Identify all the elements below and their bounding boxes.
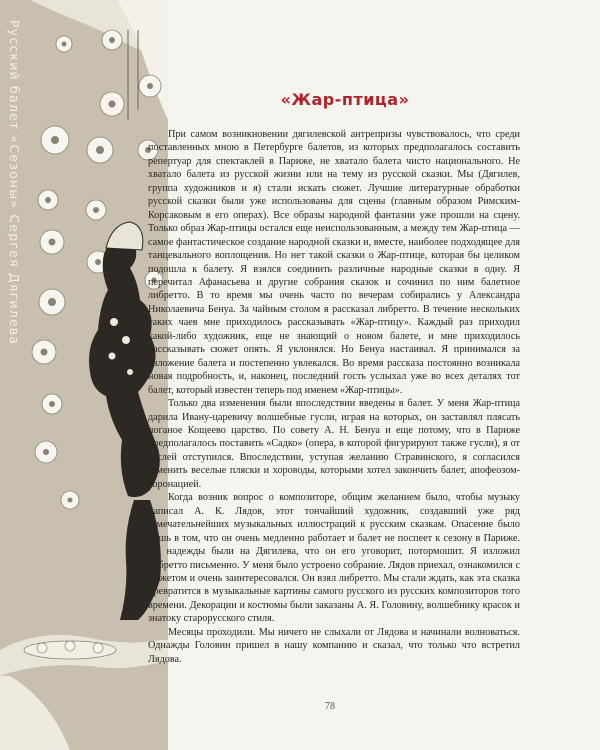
side-title-text: Русский балет «Сезоны» Сергея Дягилева [7, 20, 22, 346]
decorative-illustration [0, 0, 168, 750]
page-number: 78 [325, 701, 335, 712]
side-title [4, 20, 24, 710]
paragraph: Только два изменения были впоследствии введены в балет. У меня Жар-птица дарила Ивану-царевичу волшебные гусли, играя на которых, он заставлял плясать поганое Кощеево царство. По совету А. Н. Бенуа и еще потому, что в Париже предполагалось поставить «Садко» (опера, в которой фигурируют также гусли), я от гуслей отступился. Впоследствии, уступая желанию Стравинского, я согласился заменить веселые пляски и хороводы, которыми хотел закончить балет, апофеозом-коронацией. [148, 398, 520, 490]
body-text [148, 128, 520, 666]
paragraph: При самом возникновении дягилевской антрепризы чувствовалось, что среди поставленных мною в Петербурге балетов, из которых предполагалось составить репертуар для спектаклей в Париже, не хватало балета чисто национального. Не хватало балета из русской жизни или на тему из русской сказки. Мы (Дягилев, группа художников и я) стали искать сюжет. Лучшие литературные обработки русской сказки были уже использованы для сцены (главным образом Римским-Корсаковым в его операх). Все образы народной фантазии уже прошли на сцену. Только образ Жар-птицы остался еще неиспользованным, а между тем Жар-птица — самое фантастическое создание народной сказки и, вместе, наиболее подходящее для танцевального воплощения. Но нет такой сказки о Жар-птице, которая бы целиком подошла к балету. Я взялся соединить различные народные сказки в одну. Я перечитал Афанасьева и другие собрания сказок и сочинил по ним балетное либретто. В то время мы очень часто по вечерам собирались у Александра Николаевича Бенуа. За чайным столом я рассказал либретто. В течение нескольких таких чаев мне приходилось рассказывать «Жар-птицу». Каждый раз приходил какой-либо художник, еще не знающий о новом балете, и мне приходилось рассказывать сюжет опять. Я уклонялся. Но Бенуа настаивал. Я принимался за изложение балета и постепенно увлекался. Во время рассказа постоянно возникала новая подробность, и, наконец, последний гость услыхал уже во всех деталях тот балет, который известен теперь под именем «Жар-птицы». [148, 129, 520, 396]
paragraph: Месяцы проходили. Мы ничего не слыхали от Лядова и начинали волноваться. Однажды Головин пришел в нашу компанию и сказал, что только что встретил Лядова. [148, 626, 520, 665]
chapter-heading: «Жар-птица» [280, 90, 410, 109]
paragraph: Когда возник вопрос о композиторе, общим желанием было, чтобы музыку написал А. К. Лядов, этот тончайший художник, создавший уже ряд замечательнейших музыкальных иллюстраций к русским сказкам. Опасение было лишь в том, что он очень медленно работает и балет не поспеет к сезону в Париже. Но надежды были на Дягилева, что он его уговорит, потормошит. Я изложил либретто письменно. У меня было устроено собрание. Лядов приехал, ознакомился с сюжетом и очень заинтересовался. Он взял либретто. Мы стали ждать, как эта сказка превратится в музыкальные картины самого русского из русских композиторов того времени. Декорации и костюмы были заказаны А. Я. Головину, волшебнику красок и знатоку старорусского стиля. [148, 492, 520, 625]
illustration-art [0, 0, 168, 750]
